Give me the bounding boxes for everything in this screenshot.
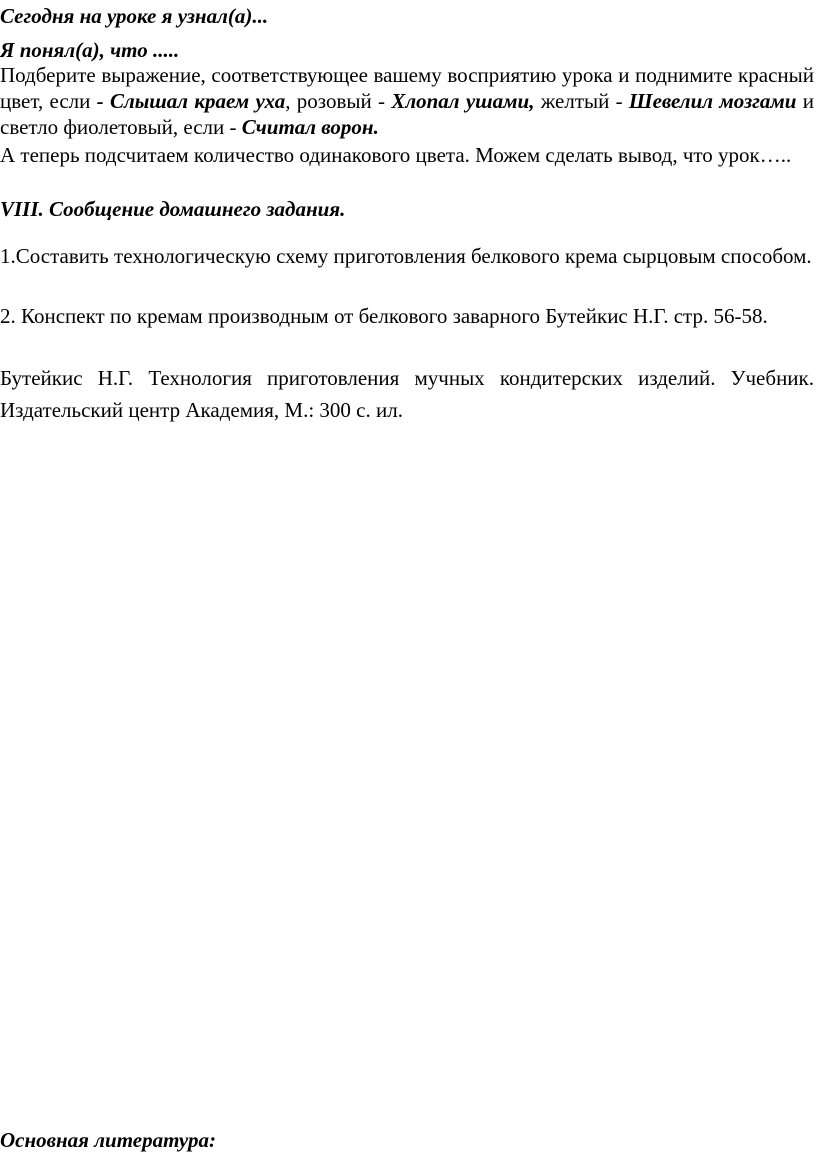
literature-heading: Основная литература:: [0, 1128, 216, 1152]
pink-phrase: Хлопал ушами,: [391, 89, 535, 113]
homework-item-2: 2. Конспект по кремам производным от белкового заварного Бутейкис Н.Г. стр. 56-58.: [0, 304, 768, 328]
reflection-intro: Подберите выражение, соответствующее вашему восприятию урока и поднимите красный цвет, если: [0, 63, 814, 113]
learned-line: Сегодня на уроке я узнал(а)...: [0, 4, 269, 28]
violet-phrase: Считал ворон.: [241, 115, 379, 139]
violet-prefix: и светло фиолетовый, если -: [0, 89, 814, 139]
red-phrase: - Слышал краем уха: [96, 89, 286, 113]
yellow-prefix: желтый -: [534, 89, 629, 113]
understood-line: Я понял(а), что .....: [0, 38, 180, 62]
yellow-phrase: Шевелил мозгами: [628, 89, 797, 113]
reference-entry: Бутейкис Н.Г. Технология приготовления мучных кондитерских изделий. Учебник. Издательский центр Академия, М.: 300 с. ил.: [0, 366, 814, 422]
pink-prefix: , розовый -: [285, 89, 392, 113]
homework-item-1: 1.Составить технологическую схему приготовления белкового крема сырцовым способом.: [0, 244, 812, 268]
reflection-paragraph: [0, 62, 814, 140]
homework-heading: VIII. Сообщение домашнего задания.: [0, 197, 346, 221]
conclusion-paragraph: А теперь подсчитаем количество одинакового цвета. Можем сделать вывод, что урок…..: [0, 143, 792, 167]
